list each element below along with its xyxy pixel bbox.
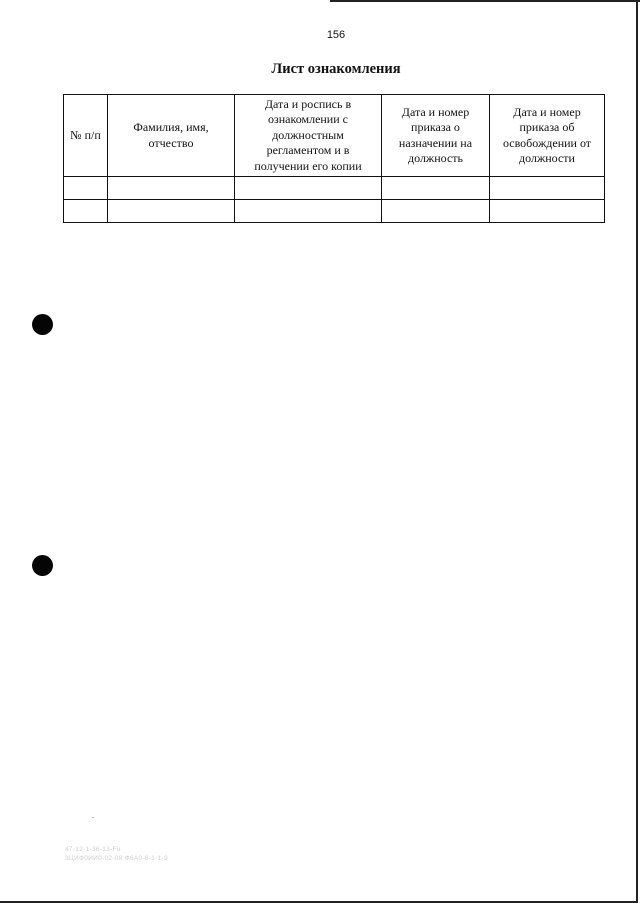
document-title: Лист ознакомления [271,61,401,77]
table-cell [64,200,108,223]
header-dismissal-order: Дата и номер приказа об освобождении от должности [490,95,605,177]
table-cell [382,177,490,200]
scan-speck [92,817,94,818]
footer-stamp-line-1: 47-12-1-36-13-Fu [65,846,121,853]
page-number: 156 [326,29,346,41]
table-cell [382,200,490,223]
footer-stamp-line-2: 3ЦИФ0ИИ0-02-08 Ф6А0-8-1-1-9 [65,855,168,862]
punch-hole-bottom [32,555,53,576]
table-cell [108,200,235,223]
acknowledgement-table [63,94,605,223]
page-top-edge [330,0,640,2]
header-number: № п/п [64,95,108,177]
table-header-row [64,95,605,177]
table-cell [490,177,605,200]
header-appointment-order: Дата и номер приказа о назначении на должность [382,95,490,177]
table-cell [64,177,108,200]
table-cell [490,200,605,223]
header-acknowledgement-date-signature: Дата и роспись в ознакомлении с должностным регламентом и в получении его копии [235,95,382,177]
table-cell [235,177,382,200]
table-cell [108,177,235,200]
table-row [64,200,605,223]
table-row [64,177,605,200]
table-cell [235,200,382,223]
punch-hole-top [32,314,53,335]
header-full-name: Фамилия, имя, отчество [108,95,235,177]
